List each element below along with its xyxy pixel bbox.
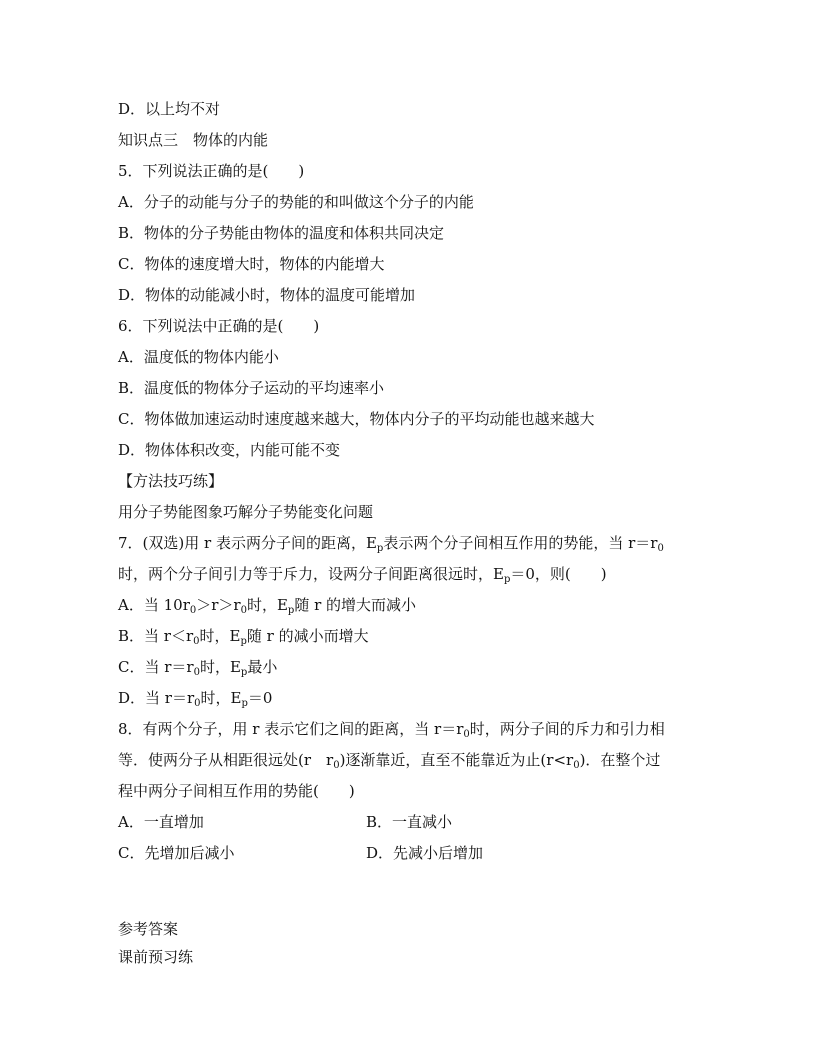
q6-option-b: B．温度低的物体分子运动的平均速率小 xyxy=(118,379,385,397)
q5-option-d: D．物体的动能减小时，物体的温度可能增加 xyxy=(118,286,416,304)
q7-option-d: D．当 $r=r_0$时，$E_p=0$ xyxy=(118,689,273,709)
q6-option-a: A．温度低的物体内能小 xyxy=(118,348,279,366)
question-5-stem: 5．下列说法正确的是( ) xyxy=(118,162,305,180)
q5-option-c: C．物体的速度增大时，物体的内能增大 xyxy=(118,255,385,273)
q6-option-c: C．物体做加速运动时速度越来越大，物体内分子的平均动能也越来越大 xyxy=(118,410,595,428)
method-heading: 【方法技巧练】 xyxy=(118,472,224,490)
spacer xyxy=(118,869,708,915)
option-d-q4: D．以上均不对 xyxy=(118,100,221,118)
q8-options-row1 xyxy=(118,807,708,838)
method-subheading: 用分子势能图象巧解分子势能变化问题 xyxy=(118,503,374,521)
q8-option-d: D．先减小后增加 xyxy=(366,844,484,862)
q8-option-a: A．一直增加 xyxy=(118,813,204,831)
q7-option-b: B．当 $r<r_0$时，$E_p$随 r 的减小而增大 xyxy=(118,627,369,647)
q5-option-a: A．分子的动能与分子的势能的和叫做这个分子的内能 xyxy=(118,193,474,211)
document-page xyxy=(118,94,708,971)
q8-options-row2 xyxy=(118,838,708,869)
q7-option-a: A．当 $10r_0>r>r_0$时，$E_p$随 r 的增大而减小 xyxy=(118,596,417,616)
answers-title: 参考答案 xyxy=(118,920,179,938)
question-8-stem-line3: 程中两分子间相互作用的势能( ) xyxy=(118,782,355,800)
q5-option-b: B．物体的分子势能由物体的温度和体积共同决定 xyxy=(118,224,445,242)
answers-section xyxy=(118,915,708,971)
q8-option-b: B．一直减小 xyxy=(366,813,453,831)
question-8-stem-line1: 8．有两个分子，用 r 表示它们之间的距离，当 $r=r_0$时，两分子间的斥力和引力相 xyxy=(118,720,665,740)
q6-option-d: D．物体体积改变，内能可能不变 xyxy=(118,441,341,459)
section-heading: 知识点三 物体的内能 xyxy=(118,131,269,149)
question-6-stem: 6．下列说法中正确的是( ) xyxy=(118,317,320,335)
answers-subsection: 课前预习练 xyxy=(118,948,194,966)
question-8-stem-line2: 等．使两分子从相距很远处(r $r_0$)逐渐靠近，直至不能靠近为止$(r<r_0)$．在整个过 xyxy=(118,751,661,771)
question-7-stem-line1: 7．(双选)用 r 表示两分子间的距离，$E_p$表示两个分子间相互作用的势能，当 $r=r_0$ xyxy=(118,534,664,554)
q7-option-c: C．当 $r=r_0$时，$E_p$最小 xyxy=(118,658,278,678)
question-7-stem-line2: 时，两个分子间引力等于斥力，设两分子间距离很远时，$E_p=0$，则( ) xyxy=(118,565,607,585)
q8-option-c: C．先增加后减小 xyxy=(118,844,235,862)
